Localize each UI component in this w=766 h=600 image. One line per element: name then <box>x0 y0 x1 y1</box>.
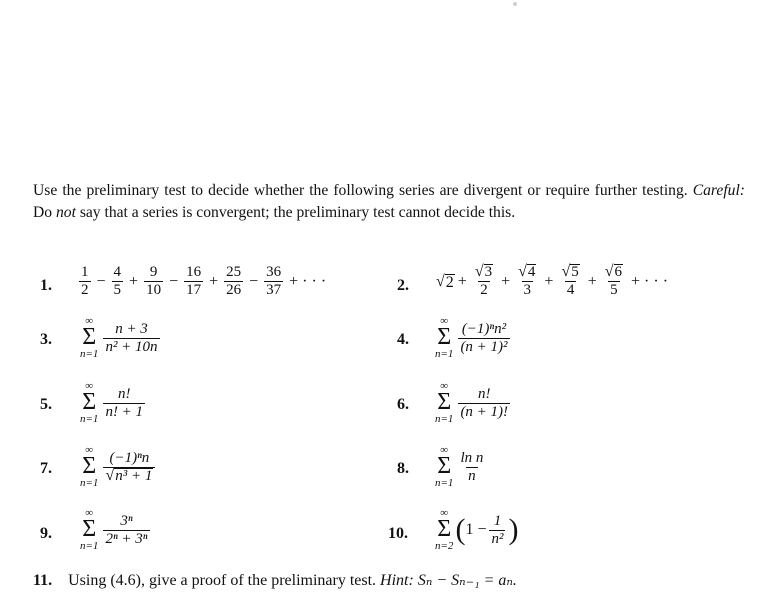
p1-term: $\frac{1}{2}$ <box>81 264 89 298</box>
p2-tail: + · · · <box>631 272 669 290</box>
p1-term: $\frac{36}{37}$ <box>266 264 282 298</box>
not-emphasis: not <box>55 204 76 221</box>
sigma: ∞ Σ n=1 <box>80 507 99 552</box>
p2-term: √ 6 5 <box>604 263 623 298</box>
problem-7-expression: ∞ Σ n=1 (−1)ⁿn √ n³ + 1 <box>80 445 158 489</box>
problem-5-label: 5. <box>40 396 52 413</box>
problem-4-expression: ∞ Σ n=1 $\frac{\text{(−1)ⁿn²}}{\text{(n + 1)²}}$ <box>435 315 508 360</box>
p1-op: − <box>249 272 259 290</box>
problem-11-label: 11. <box>33 572 53 589</box>
p2-term: √ 5 4 <box>561 263 579 298</box>
problem-7-label: 7. <box>40 460 52 477</box>
problem-4-label: 4. <box>397 331 409 348</box>
stray-dot <box>513 2 517 6</box>
p1-op: + <box>209 272 219 290</box>
problem-2-label: 2. <box>397 277 409 294</box>
problem-10-expression: ∞ Σ n=2 ( 1 − $\frac{1}{\text{n²}}$ ) <box>435 507 519 552</box>
problem-2-expression: √ 2 + √ 3 2 + √ 4 3 + √ 5 4 + √ 6 5 + · · · <box>436 263 669 298</box>
sigma: ∞ Σ n=1 <box>435 315 454 360</box>
intro-text-3: say that a series is convergent; the preliminary test cannot decide this. <box>79 204 516 221</box>
p1-term: $\frac{25}{26}$ <box>226 264 242 298</box>
problem-5-expression: ∞ Σ n=1 $\frac{n!}{n! + 1}$ <box>80 380 144 425</box>
problem-6-expression: ∞ Σ n=1 $\frac{n!}{(n + 1)!}$ <box>435 380 509 425</box>
p1-term: $\frac{9}{10}$ <box>146 264 162 298</box>
instructions-paragraph <box>33 180 745 224</box>
problem-9-expression: ∞ Σ n=1 $\frac{\text{3ⁿ}}{\text{2ⁿ + 3ⁿ}}$ <box>80 507 148 552</box>
sqrt: √ 2 <box>436 272 454 291</box>
problem-3-expression: ∞ Σ n=1 $\frac{n + 3}{\text{n² + 10n}}$ <box>80 315 158 360</box>
intro-text-1: Use the preliminary test to decide whether the following series are divergent or require further testing. <box>33 182 688 199</box>
p1-term: $\frac{4}{5}$ <box>113 264 122 298</box>
problem-3-label: 3. <box>40 331 52 348</box>
p10-one-minus: 1 − <box>465 521 487 538</box>
sigma: ∞ Σ n=1 <box>435 444 454 489</box>
p1-op: + · · · <box>289 272 327 290</box>
problem-11-text: Using (4.6), give a proof of the preliminary test. <box>68 572 377 589</box>
problem-10-label: 10. <box>388 525 408 542</box>
sigma: ∞ Σ n=2 <box>435 507 454 552</box>
problem-1-expression <box>76 264 329 299</box>
problem-1-label: 1. <box>40 277 52 294</box>
p1-op: − <box>96 272 106 290</box>
p1-op: − <box>169 272 179 290</box>
hint-label: Hint: <box>380 572 414 589</box>
sigma: ∞ Σ n=1 <box>80 380 99 425</box>
problem-11 <box>33 570 517 590</box>
sigma: ∞ Σ n=1 <box>435 380 454 425</box>
intro-text-2: Do <box>33 204 53 221</box>
p2-term: √ 4 3 <box>518 263 536 298</box>
problem-8-label: 8. <box>397 460 409 477</box>
p1-term: $\frac{16}{17}$ <box>186 264 202 298</box>
problem-6-label: 6. <box>397 396 409 413</box>
hint-formula: Sₙ − Sₙ₋₁ = aₙ. <box>417 572 517 589</box>
sigma: ∞ Σ n=1 <box>80 315 99 360</box>
sigma: ∞ Σ n=1 <box>80 444 99 489</box>
careful-label: Careful: <box>692 182 745 199</box>
problem-9-label: 9. <box>40 525 52 542</box>
problem-8-expression: ∞ Σ n=1 $\frac{\text{ln n}}{n}$ <box>435 444 484 489</box>
p1-op: + <box>129 272 139 290</box>
p2-term: √ 3 2 <box>474 263 493 298</box>
